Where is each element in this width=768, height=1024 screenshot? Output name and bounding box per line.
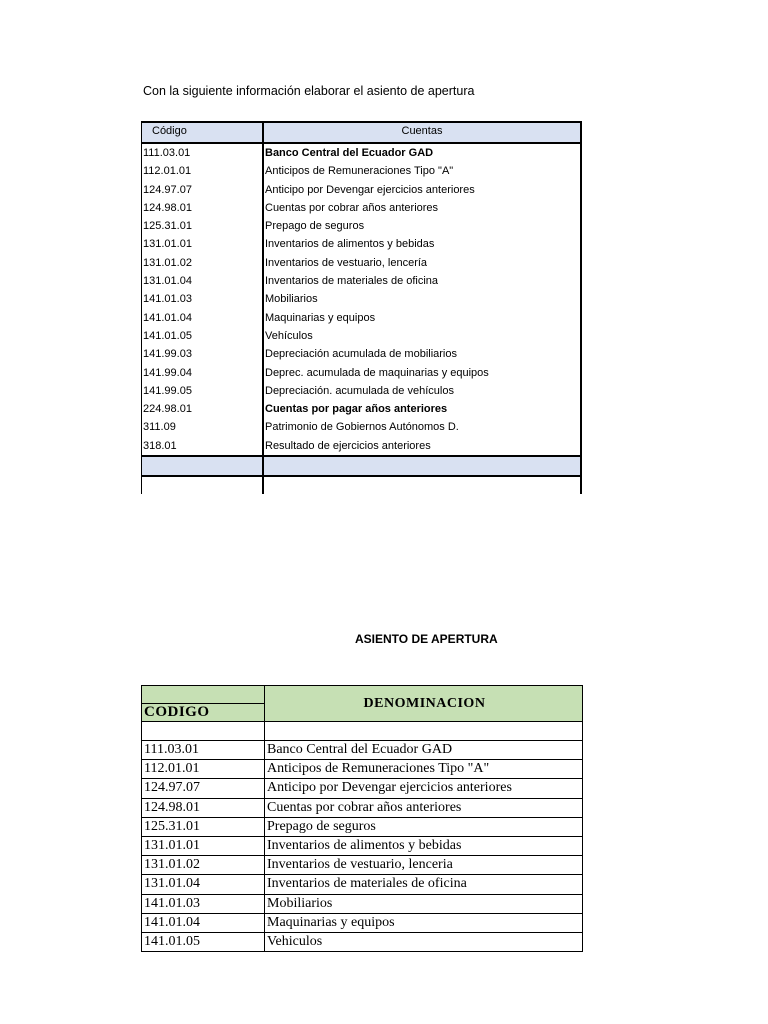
row-code: 124.97.07: [142, 779, 265, 798]
row-code: 141.01.03: [142, 290, 264, 308]
row-denomination: Banco Central del Ecuador GAD: [265, 741, 583, 760]
opening-entry-table: [141, 685, 583, 952]
header-code: CODIGO: [142, 704, 265, 722]
table-row: [142, 217, 580, 235]
row-account: Mobiliarios: [265, 293, 318, 306]
row-code: 124.98.01: [142, 798, 265, 817]
row-denomination: Mobiliarios: [265, 894, 583, 913]
table-row: [142, 875, 583, 894]
table-row: [142, 327, 580, 345]
row-account: Prepago de seguros: [265, 220, 365, 233]
section-title: ASIENTO DE APERTURA: [355, 632, 498, 646]
table-row: [142, 162, 580, 180]
row-code: 131.01.04: [142, 272, 264, 290]
row-account: Patrimonio de Gobiernos Autónomos D.: [265, 421, 459, 434]
header-code: Código: [141, 123, 264, 142]
row-account: Depreciación acumulada de mobiliarios: [265, 348, 457, 361]
row-account: Banco Central del Ecuador GAD: [265, 147, 434, 159]
table-row: [142, 364, 580, 382]
row-code: 111.03.01: [142, 144, 264, 162]
row-denomination: Inventarios de vestuario, lenceria: [265, 856, 583, 875]
table-row: [142, 235, 580, 253]
row-denomination: Inventarios de materiales de oficina: [265, 875, 583, 894]
row-account: Vehículos: [265, 329, 313, 342]
row-code: 141.01.04: [142, 913, 265, 932]
table-row: [142, 760, 583, 779]
table-row: [142, 437, 580, 455]
table-row: [142, 856, 583, 875]
table-row: [142, 817, 583, 836]
table-row: [142, 382, 580, 400]
table-row: [142, 254, 580, 272]
table-row: [142, 779, 583, 798]
table-row: [142, 181, 580, 199]
row-code: 141.01.05: [142, 932, 265, 951]
row-code: 224.98.01: [142, 400, 264, 418]
row-code: 141.01.04: [142, 309, 264, 327]
table-row: [142, 418, 580, 436]
table-row: [142, 309, 580, 327]
row-code: 111.03.01: [142, 741, 265, 760]
row-code: 131.01.01: [142, 836, 265, 855]
row-account: Resultado de ejercicios anteriores: [265, 439, 431, 452]
row-denomination: Anticipo por Devengar ejercicios anteriores: [265, 779, 583, 798]
table-row: [142, 199, 580, 217]
row-code: 131.01.02: [142, 856, 265, 875]
row-denomination: Inventarios de alimentos y bebidas: [265, 836, 583, 855]
row-account: Anticipo por Devengar ejercicios anteriores: [265, 183, 475, 196]
row-denomination: Prepago de seguros: [265, 817, 583, 836]
row-account: Anticipos de Remuneraciones Tipo "A": [265, 165, 454, 178]
table-row: [142, 913, 583, 932]
table-row: [142, 836, 583, 855]
row-account: Cuentas por cobrar años anteriores: [265, 201, 439, 214]
opening-entry-header: [142, 686, 583, 704]
row-code: 141.99.04: [142, 364, 264, 382]
row-code: 124.98.01: [142, 199, 264, 217]
row-denomination: Maquinarias y equipos: [265, 913, 583, 932]
accounts-table-body: [141, 144, 582, 455]
row-code: 131.01.02: [142, 254, 264, 272]
row-denomination: Cuentas por cobrar años anteriores: [265, 798, 583, 817]
table-row: [142, 400, 580, 418]
row-account: Inventarios de materiales de oficina: [265, 275, 439, 288]
table-row: [142, 290, 580, 308]
header-account: Cuentas: [264, 123, 582, 142]
row-account: Cuentas por pagar años anteriores: [265, 403, 448, 416]
header-code-top: [142, 686, 265, 704]
row-code: 112.01.01: [142, 162, 264, 180]
table-row: [142, 272, 580, 290]
row-code: 112.01.01: [142, 760, 265, 779]
row-code: 124.97.07: [142, 181, 264, 199]
row-code: 311.09: [142, 418, 264, 436]
blank-row: [142, 722, 583, 741]
table-row: [142, 345, 580, 363]
row-code: 141.01.05: [142, 327, 264, 345]
row-code: 131.01.04: [142, 875, 265, 894]
row-denomination: Vehiculos: [265, 932, 583, 951]
table-row: [142, 798, 583, 817]
row-code: 141.99.05: [142, 382, 264, 400]
accounts-table: [141, 121, 582, 494]
header-denomination: DENOMINACION: [265, 686, 583, 722]
row-denomination: Anticipos de Remuneraciones Tipo "A": [265, 760, 583, 779]
row-code: 125.31.01: [142, 217, 264, 235]
accounts-table-empty-row: [141, 477, 582, 494]
row-account: Deprec. acumulada de maquinarias y equipos: [265, 366, 489, 379]
row-code: 125.31.01: [142, 817, 265, 836]
row-account: Inventarios de vestuario, lencería: [265, 256, 428, 269]
row-account: Maquinarias y equipos: [265, 311, 376, 324]
table-row: [142, 932, 583, 951]
row-account: Depreciación. acumulada de vehículos: [265, 384, 454, 397]
table-row: [142, 894, 583, 913]
row-code: 141.01.03: [142, 894, 265, 913]
table-row: [142, 144, 580, 162]
row-code: 131.01.01: [142, 235, 264, 253]
accounts-table-header: [141, 121, 582, 144]
row-account: Inventarios de alimentos y bebidas: [265, 238, 435, 251]
table-row: [142, 741, 583, 760]
intro-text: Con la siguiente información elaborar el asiento de apertura: [143, 84, 475, 98]
accounts-table-blank-band: [141, 455, 582, 477]
row-code: 318.01: [142, 437, 264, 455]
row-code: 141.99.03: [142, 345, 264, 363]
